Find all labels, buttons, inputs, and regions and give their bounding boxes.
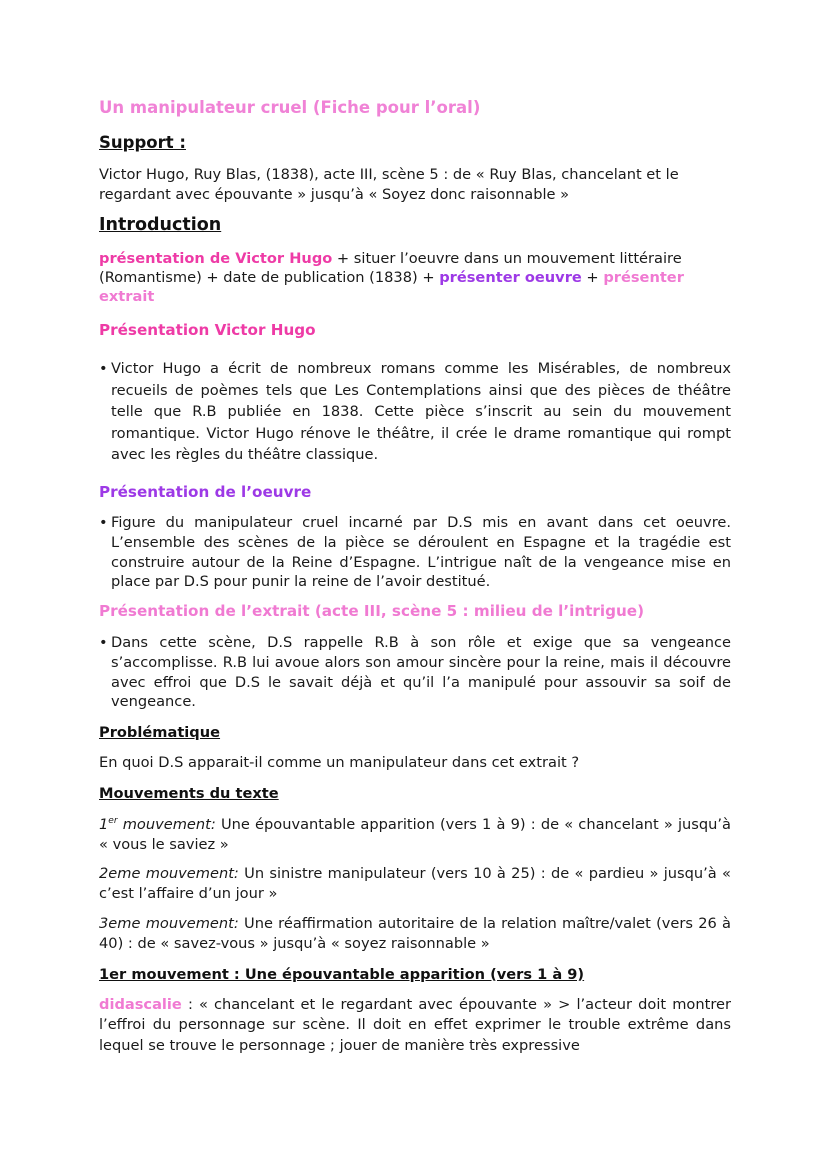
intro-plus: + <box>581 269 604 286</box>
didascalie-text: : « chancelant et le regardant avec épouvante » > l’acteur doit montrer l’effroi du personnage sur scène. Il doit en effet exprimer le trouble extrême dans lequel se trouve le personnage ; jouer de manière très expressive <box>99 996 731 1054</box>
presentation-hugo-text: Victor Hugo a écrit de nombreux romans comme les Misérables, de nombreux recueils de poèmes tels que Les Contemplations ainsi que des pièces de théâtre telle que R.B publiée en 1838. Cette pièce s’inscrit au sein du mouvement romantique. Victor Hugo rénove le théâtre, il crée le drame romantique qui rompt avec les règles du théâtre classique. <box>111 360 731 464</box>
presentation-oeuvre-item <box>99 513 731 592</box>
intro-extrait: présenter extrait <box>99 269 684 305</box>
presentation-hugo-heading: Présentation Victor Hugo <box>99 321 316 339</box>
presentation-hugo-item <box>99 358 731 466</box>
mouvement-1-text: Une épouvantable apparition (vers 1 à 9) : de « chancelant » jusqu’à « vous le saviez » <box>99 816 731 853</box>
problematique-heading: Problématique <box>99 724 221 741</box>
premier-mouvement-text <box>99 995 731 1056</box>
bullet-icon: • <box>99 514 108 531</box>
presentation-oeuvre-heading: Présentation de l’oeuvre <box>99 483 312 501</box>
mouvement-1 <box>99 815 731 855</box>
intro-victor-hugo: présentation de Victor Hugo <box>99 250 333 267</box>
mouvement-2-label: 2eme mouvement: <box>99 865 239 882</box>
mouvement-2-text: Un sinistre manipulateur (vers 10 à 25) : de « pardieu » jusqu’à « c’est l’affaire d’un jour » <box>99 865 731 902</box>
mouvement-2 <box>99 864 731 904</box>
presentation-extrait-text: Dans cette scène, D.S rappelle R.B à son rôle et exige que sa vengeance s’accomplisse. R.B lui avoue alors son amour sincère pour la reine, mais il découvre avec effroi que D.S le savait déjà et qu’il l’a manipulé pour assouvir sa soif de vengeance. <box>111 634 731 711</box>
presentation-extrait-item <box>99 633 731 712</box>
premier-mouvement-heading: 1er mouvement : Une épouvantable apparition (vers 1 à 9) <box>99 966 585 983</box>
mouvement-1-sup: er <box>108 816 118 827</box>
support-heading: Support : <box>99 133 186 152</box>
didascalie-term: didascalie <box>99 996 182 1013</box>
introduction-text <box>99 249 731 306</box>
bullet-icon: • <box>99 634 108 651</box>
bullet-icon: • <box>99 360 108 377</box>
presentation-extrait-heading: Présentation de l’extrait (acte III, scène 5 : milieu de l’intrigue) <box>99 602 645 620</box>
mouvement-1-num: 1 <box>99 816 109 833</box>
mouvement-3-text: Une réaffirmation autoritaire de la relation maître/valet (vers 26 à 40) : de « savez-vous » jusqu’à « soyez raisonnable » <box>99 915 731 952</box>
page-title: Un manipulateur cruel (Fiche pour l’oral) <box>99 98 481 117</box>
mouvement-3 <box>99 914 731 954</box>
presentation-oeuvre-text: Figure du manipulateur cruel incarné par D.S mis en avant dans cet oeuvre. L’ensemble des scènes de la pièce se déroulent en Espagne et la tragédie est construire autour de la Reine d’Espagne. L’intrigue naît de la vengeance mise en place par D.S pour punir la reine de l’avoir destitué. <box>111 514 731 591</box>
intro-oeuvre: présenter oeuvre <box>439 269 582 286</box>
mouvement-1-label: mouvement: <box>117 816 216 833</box>
mouvements-heading: Mouvements du texte <box>99 785 279 802</box>
support-text: Victor Hugo, Ruy Blas, (1838), acte III, scène 5 : de « Ruy Blas, chancelant et le regardant avec épouvante » jusqu’à « Soyez donc raisonnable » <box>99 166 679 203</box>
problematique-text: En quoi D.S apparait-il comme un manipulateur dans cet extrait ? <box>99 754 580 771</box>
mouvement-3-label: 3eme mouvement: <box>99 915 239 932</box>
intro-context: + situer l’oeuvre dans un mouvement littéraire (Romantisme) + date de publication (1838) + <box>99 250 682 286</box>
introduction-heading: Introduction <box>99 215 222 235</box>
